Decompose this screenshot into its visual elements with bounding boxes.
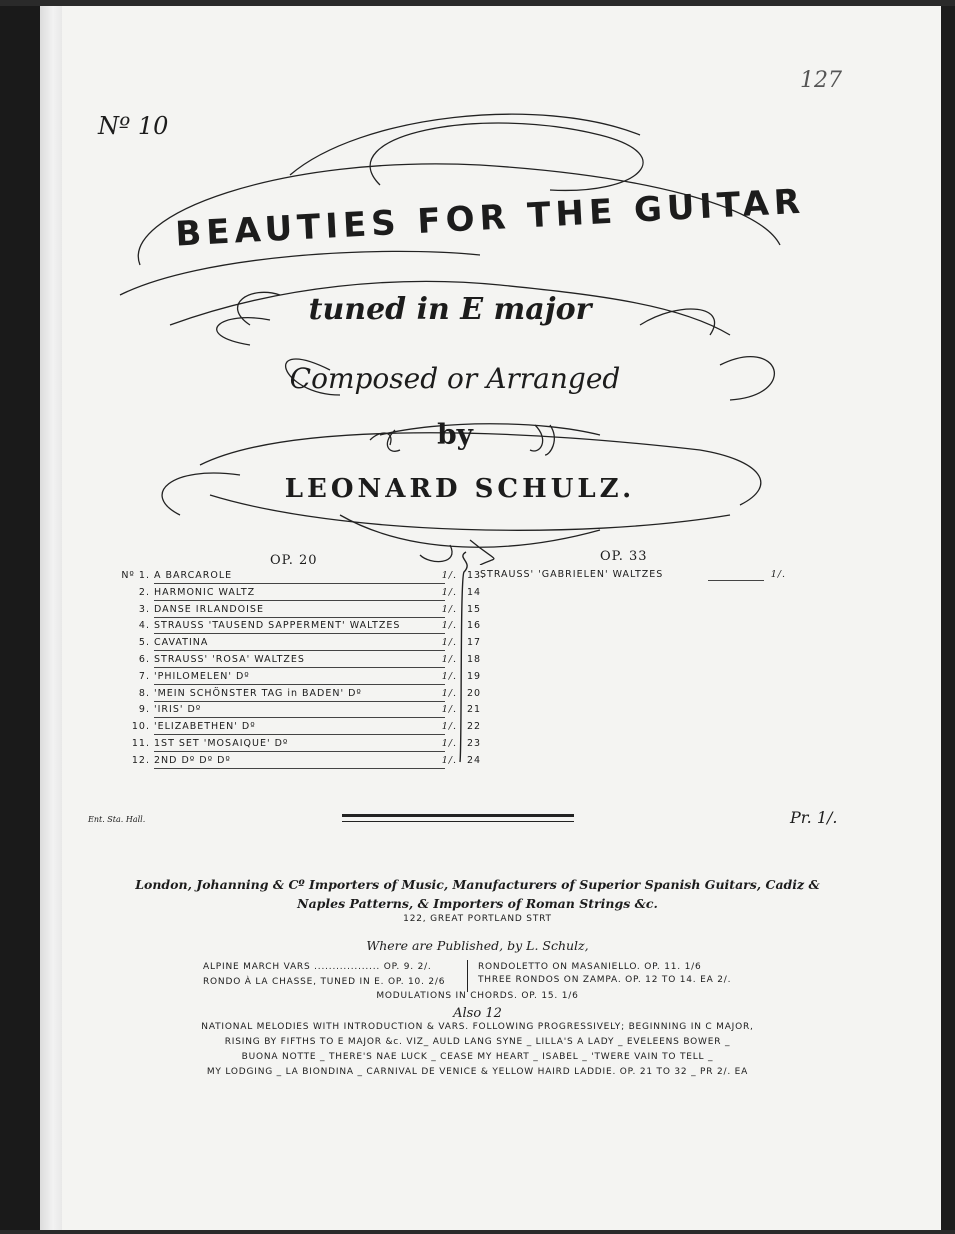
right-item-number: 14 (467, 586, 482, 598)
entered-stationers-hall: Ent. Sta. Hall. (88, 815, 146, 824)
melodies-line-4: MY LODGING _ LA BIONDINA _ CARNIVAL DE VENICE & YELLOW HAIRD LADDIE. OP. 21 TO 32 _ PR 2/. EA (206, 1067, 749, 1077)
leader-line (154, 600, 445, 601)
right-item-number: 24 (467, 754, 482, 766)
item-number: 4. (138, 620, 150, 632)
item-title-text: 'PHILOMELEN' Dº (154, 671, 253, 682)
right-item-number: 16 (467, 620, 482, 632)
item-title (154, 570, 235, 581)
leader-line (154, 650, 445, 651)
contents-row (115, 738, 485, 755)
right-opus-heading: OP. 33 (600, 549, 648, 564)
right-contents-item (480, 569, 790, 586)
contents-row (115, 637, 485, 654)
item-price: 1/. (441, 738, 457, 749)
item-price: 1/. (441, 670, 457, 682)
right-item-number: 23 (467, 738, 482, 749)
right-item-number: 18 (467, 654, 482, 665)
right-item-title: STRAUSS' 'GABRIELEN' WALTZES (480, 569, 664, 580)
contents-row (115, 570, 485, 587)
item-title-text: CAVATINA (154, 637, 211, 648)
item-number: 9. (138, 704, 150, 716)
leader-line (154, 617, 445, 618)
melodies-line-2: RISING BY FIFTHS TO E MAJOR &c. VIZ_ AULD LANG SYNE _ LILLA'S A LADY _ EVELEENS BOWER _ (224, 1037, 731, 1047)
works-right-1: RONDOLETTO ON MASANIELLO. OP. 11. 1/6 (478, 962, 702, 972)
title-composed: Composed or Arranged (289, 362, 621, 395)
item-title-text: 1ST SET 'MOSAIQUE' Dº (154, 738, 291, 749)
item-price: 1/. (441, 654, 457, 665)
leader-line (154, 768, 445, 769)
also-heading: Also 12 (453, 1006, 502, 1021)
contents-row (115, 654, 485, 671)
item-title-text: 'IRIS' Dº (154, 704, 204, 715)
divider-rule (342, 814, 574, 817)
contents-row (115, 671, 485, 688)
bottom-edge (0, 1230, 955, 1234)
contents-row (115, 688, 485, 705)
item-title-text: HARMONIC WALTZ (154, 587, 258, 598)
composer-name: LEONARD SCHULZ. (284, 474, 636, 504)
item-price: 1/. (441, 721, 457, 733)
item-price: 1/. (441, 620, 457, 632)
binding-edge (0, 0, 40, 1234)
publisher-line-1: London, Johanning & Cº Importers of Music, Manufacturers of Superior Spanish Guitars, Cadiz & (135, 877, 820, 892)
contents-row (115, 587, 485, 604)
leader-line (154, 717, 445, 718)
item-title-text: 2ND Dº Dº Dº (154, 755, 234, 766)
item-price: 1/. (441, 586, 457, 598)
publisher-address: 122, GREAT PORTLAND STRT (403, 914, 552, 924)
contents-row (115, 620, 485, 637)
item-title (154, 688, 365, 699)
melodies-line-1: NATIONAL MELODIES WITH INTRODUCTION & VARS. FOLLOWING PROGRESSIVELY; BEGINNING IN C MAJOR, (201, 1022, 754, 1032)
right-item-number: 22 (467, 721, 482, 733)
leader-line (154, 633, 445, 634)
contents-row (115, 704, 485, 721)
item-title (154, 604, 267, 615)
publisher-line-2: Naples Patterns, & Importers of Roman Strings &c. (297, 896, 658, 911)
item-price: 1/. (441, 637, 457, 649)
item-title-text: 'MEIN SCHÖNSTER TAG in BADEN' Dº (154, 688, 365, 699)
catalog-number: Nº 10 (98, 112, 169, 140)
item-price: 1/. (441, 754, 457, 766)
item-number: 7. (138, 670, 150, 682)
item-number: 12. (131, 754, 150, 766)
melodies-line-3: BUONA NOTTE _ THERE'S NAE LUCK _ CEASE MY HEART _ ISABEL _ 'TWERE VAIN TO TELL _ (241, 1052, 714, 1062)
right-item-number: 19 (467, 670, 482, 682)
item-number: 10. (131, 721, 150, 733)
right-item-number: 15 (467, 603, 482, 615)
item-title (154, 704, 204, 715)
item-title (154, 738, 291, 749)
right-item-number: 20 (467, 687, 482, 699)
item-number: Nº 1. (121, 570, 150, 581)
leader-line (154, 583, 445, 584)
right-item-leader (708, 580, 764, 581)
divider-rule-thin (342, 821, 574, 822)
item-price: 1/. (441, 603, 457, 615)
item-number: 8. (138, 687, 150, 699)
right-item-number: 13. (467, 570, 486, 581)
contents-row (115, 721, 485, 738)
item-title (154, 755, 234, 766)
page-spine (40, 0, 62, 1234)
title-main: BEAUTIES FOR THE GUITAR (174, 181, 807, 255)
contents-row (115, 604, 485, 621)
item-title (154, 654, 308, 665)
modulations-line: MODULATIONS IN CHORDS. OP. 15. 1/6 (376, 991, 579, 1001)
right-item-number: 17 (467, 637, 482, 649)
leader-line (154, 667, 445, 668)
item-number: 3. (138, 603, 150, 615)
item-title-text: STRAUSS' 'ROSA' WALTZES (154, 654, 308, 665)
works-right-2: THREE RONDOS ON ZAMPA. OP. 12 TO 14. EA 2/. (478, 975, 732, 985)
contents-row (115, 755, 485, 772)
item-title-text: A BARCAROLE (154, 570, 235, 581)
pencil-number: 127 (800, 68, 842, 93)
item-number: 2. (138, 586, 150, 598)
top-edge (0, 0, 955, 6)
works-divider (467, 960, 468, 992)
works-left-2: RONDO À LA CHASSE, TUNED IN E. OP. 10. 2/6 (203, 977, 446, 987)
item-number: 5. (138, 637, 150, 649)
item-title (154, 721, 259, 732)
title-by: by (437, 418, 473, 451)
leader-line (154, 701, 445, 702)
item-title (154, 620, 403, 631)
right-edge (941, 0, 955, 1234)
leader-line (154, 751, 445, 752)
leader-line (154, 734, 445, 735)
published-by-line: Where are Published, by L. Schulz, (366, 938, 589, 953)
title-tuning: tuned in E major (308, 292, 592, 327)
right-item-price: 1/. (770, 569, 786, 580)
item-title-text: 'ELIZABETHEN' Dº (154, 721, 259, 732)
item-price: 1/. (441, 570, 457, 581)
item-price: 1/. (441, 687, 457, 699)
item-title-text: STRAUSS 'TAUSEND SAPPERMENT' WALTZES (154, 620, 403, 631)
item-price: 1/. (441, 704, 457, 716)
works-left-1: ALPINE MARCH VARS .................. OP. 9. 2/. (203, 962, 432, 972)
left-opus-heading: OP. 20 (270, 553, 318, 568)
right-item-number: 21 (467, 704, 482, 716)
item-number: 6. (138, 654, 150, 665)
item-title-text: DANSE IRLANDOISE (154, 604, 267, 615)
item-title (154, 637, 211, 648)
item-number: 11. (131, 738, 150, 749)
item-title (154, 587, 258, 598)
sheet-price: Pr. 1/. (790, 808, 838, 827)
item-title (154, 671, 253, 682)
leader-line (154, 684, 445, 685)
